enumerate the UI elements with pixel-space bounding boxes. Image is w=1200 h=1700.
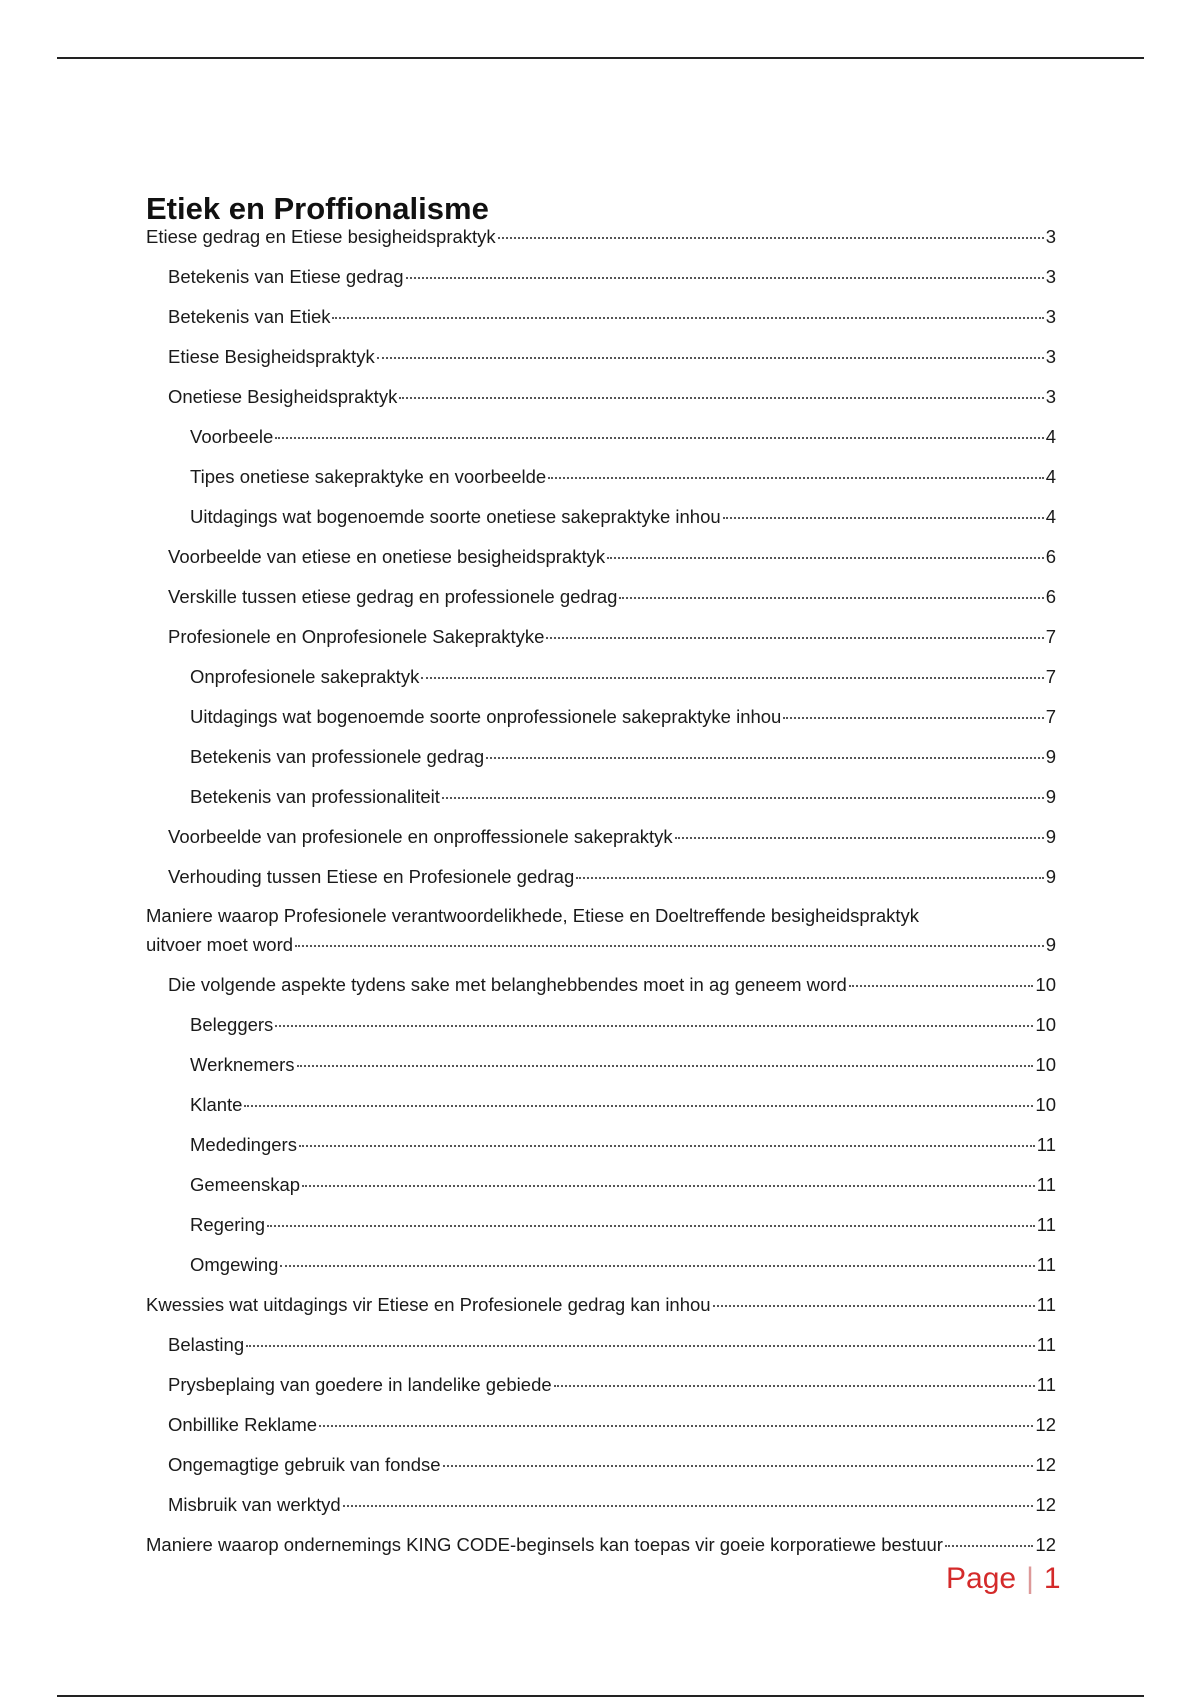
toc-leader-dots [244, 1086, 1033, 1107]
table-of-contents [146, 222, 1056, 1570]
toc-entry-label: Verhouding tussen Etiese en Profesionele gedrag [168, 865, 575, 887]
toc-entry-label: Betekenis van Etiek [168, 305, 331, 327]
toc-entry-label: Onetiese Besigheidspraktyk [168, 385, 398, 407]
toc-page-number: 9 [1045, 865, 1056, 887]
toc-leader-dots [377, 338, 1044, 359]
toc-entry-label: Onprofesionele sakepraktyk [190, 665, 420, 687]
toc-leader-dots [421, 658, 1043, 679]
toc-leader-dots [299, 1126, 1035, 1147]
toc-entry[interactable] [146, 1530, 1056, 1559]
toc-entry[interactable] [146, 1050, 1056, 1079]
toc-entry-label: Regering [190, 1213, 266, 1235]
toc-entry[interactable] [146, 970, 1056, 999]
toc-leader-dots [675, 818, 1044, 839]
toc-page-number: 4 [1045, 465, 1056, 487]
toc-leader-dots [295, 926, 1044, 947]
toc-entry[interactable] [146, 1370, 1056, 1399]
toc-entry[interactable] [146, 902, 1056, 959]
toc-entry-label: Beleggers [190, 1013, 274, 1035]
page-separator: | [1026, 1562, 1034, 1595]
toc-entry-label: Werknemers [190, 1053, 295, 1075]
toc-page-number: 3 [1045, 225, 1056, 247]
toc-page-number: 7 [1045, 625, 1056, 647]
toc-entry-label: Omgewing [190, 1253, 279, 1275]
toc-page-number: 11 [1036, 1173, 1056, 1195]
toc-leader-dots [267, 1206, 1035, 1227]
toc-entry-label: Voorbeelde van etiese en onetiese besigheidspraktyk [168, 545, 606, 567]
toc-entry[interactable] [146, 822, 1056, 851]
toc-page-number: 11 [1036, 1253, 1056, 1275]
toc-entry-label: Etiese Besigheidspraktyk [168, 345, 375, 367]
toc-entry[interactable] [146, 502, 1056, 531]
toc-entry-label-cont: uitvoer moet word [146, 933, 294, 955]
toc-entry[interactable] [146, 1210, 1056, 1239]
toc-entry-label: Voorbeele [190, 425, 274, 447]
toc-entry[interactable] [146, 222, 1056, 251]
toc-entry[interactable] [146, 342, 1056, 371]
toc-entry[interactable] [146, 1490, 1056, 1519]
toc-page-number: 10 [1035, 973, 1056, 995]
toc-entry-label: Maniere waarop Profesionele verantwoordelikhede, Etiese en Doeltreffende besigheidspraktyk [146, 905, 920, 926]
toc-entry-label: Verskille tussen etiese gedrag en professionele gedrag [168, 585, 618, 607]
toc-leader-dots [619, 578, 1043, 599]
toc-page-number: 11 [1036, 1293, 1056, 1315]
toc-page-number: 3 [1045, 385, 1056, 407]
toc-page-number: 12 [1035, 1413, 1056, 1435]
toc-page-number: 9 [1045, 785, 1056, 807]
toc-entry-label: Profesionele en Onprofesionele Sakepraktyke [168, 625, 545, 647]
toc-leader-dots [319, 1406, 1033, 1427]
toc-page-number: 7 [1045, 665, 1056, 687]
toc-leader-dots [486, 738, 1044, 759]
toc-leader-dots [849, 966, 1034, 987]
toc-entry[interactable] [146, 1330, 1056, 1359]
toc-page-number: 10 [1035, 1013, 1056, 1035]
toc-entry[interactable] [146, 1410, 1056, 1439]
toc-page-number: 12 [1035, 1493, 1056, 1515]
toc-entry-label: Misbruik van werktyd [168, 1493, 341, 1515]
toc-page-number: 3 [1045, 345, 1056, 367]
toc-page-number: 10 [1035, 1093, 1056, 1115]
toc-page-number: 10 [1035, 1053, 1056, 1075]
page-footer [946, 1562, 1061, 1596]
toc-leader-dots [302, 1166, 1035, 1187]
footer-rule [57, 1695, 1144, 1697]
toc-leader-dots [945, 1526, 1033, 1547]
toc-entry-label: Uitdagings wat bogenoemde soorte onprofessionele sakepraktyke inhou [190, 705, 782, 727]
toc-page-number: 12 [1035, 1453, 1056, 1475]
toc-page-number: 9 [1045, 745, 1056, 767]
toc-entry[interactable] [146, 742, 1056, 771]
toc-leader-dots [275, 1006, 1033, 1027]
toc-entry[interactable] [146, 1010, 1056, 1039]
toc-entry[interactable] [146, 1450, 1056, 1479]
toc-entry[interactable] [146, 382, 1056, 411]
toc-leader-dots [554, 1366, 1035, 1387]
toc-entry[interactable] [146, 422, 1056, 451]
toc-entry[interactable] [146, 1090, 1056, 1119]
toc-leader-dots [607, 538, 1044, 559]
document-title: Etiek en Proffionalisme [146, 190, 489, 226]
toc-entry-label: Gemeenskap [190, 1173, 301, 1195]
toc-entry[interactable] [146, 782, 1056, 811]
toc-entry-label: Betekenis van professionele gedrag [190, 745, 485, 767]
toc-leader-dots [443, 1446, 1034, 1467]
toc-leader-dots [332, 298, 1043, 319]
toc-leader-dots [713, 1286, 1035, 1307]
toc-entry-label: Betekenis van professionaliteit [190, 785, 440, 807]
toc-entry-label: Belasting [168, 1333, 245, 1355]
toc-entry-label: Ongemagtige gebruik van fondse [168, 1453, 441, 1475]
toc-leader-dots [343, 1486, 1034, 1507]
toc-leader-dots [275, 418, 1043, 439]
toc-entry-label: Tipes onetiese sakepraktyke en voorbeelde [190, 465, 547, 487]
toc-entry[interactable] [146, 582, 1056, 611]
toc-leader-dots [280, 1246, 1034, 1267]
toc-page-number: 11 [1036, 1333, 1056, 1355]
toc-page-number: 7 [1045, 705, 1056, 727]
toc-entry[interactable] [146, 1170, 1056, 1199]
toc-entry[interactable] [146, 1290, 1056, 1319]
toc-entry[interactable] [146, 702, 1056, 731]
toc-entry[interactable] [146, 862, 1056, 891]
toc-entry[interactable] [146, 1250, 1056, 1279]
toc-leader-dots [297, 1046, 1034, 1067]
toc-entry-label: Betekenis van Etiese gedrag [168, 265, 404, 287]
toc-leader-dots [723, 498, 1044, 519]
toc-leader-dots [546, 618, 1043, 639]
toc-entry[interactable] [146, 662, 1056, 691]
toc-leader-dots [399, 378, 1043, 399]
toc-page-number: 6 [1045, 585, 1056, 607]
toc-entry[interactable] [146, 542, 1056, 571]
toc-entry-label: Etiese gedrag en Etiese besigheidspraktyk [146, 225, 496, 247]
toc-entry-label: Uitdagings wat bogenoemde soorte onetiese sakepraktyke inhou [190, 505, 721, 527]
toc-page-number: 9 [1045, 933, 1056, 955]
toc-entry[interactable] [146, 462, 1056, 491]
toc-page-number: 6 [1045, 545, 1056, 567]
toc-page-number: 4 [1045, 505, 1056, 527]
toc-entry-label: Mededingers [190, 1133, 297, 1155]
toc-page-number: 12 [1035, 1533, 1056, 1555]
toc-entry[interactable] [146, 622, 1056, 651]
toc-leader-dots [576, 858, 1043, 879]
page-word: Page [946, 1562, 1017, 1595]
toc-leader-dots [783, 698, 1043, 719]
toc-page-number: 3 [1045, 265, 1056, 287]
toc-entry[interactable] [146, 1130, 1056, 1159]
page-number: 1 [1043, 1562, 1061, 1595]
toc-entry-label: Prysbeplaing van goedere in landelike gebiede [168, 1373, 552, 1395]
toc-leader-dots [406, 258, 1044, 279]
toc-entry-label: Klante [190, 1093, 243, 1115]
toc-leader-dots [498, 218, 1044, 239]
toc-leader-dots [548, 458, 1044, 479]
header-rule [57, 57, 1144, 59]
toc-entry[interactable] [146, 262, 1056, 291]
toc-entry-label: Die volgende aspekte tydens sake met belanghebbendes moet in ag geneem word [168, 973, 847, 995]
toc-page-number: 9 [1045, 825, 1056, 847]
toc-page-number: 4 [1045, 425, 1056, 447]
toc-leader-dots [246, 1326, 1035, 1347]
toc-page-number: 3 [1045, 305, 1056, 327]
toc-entry-label: Onbillike Reklame [168, 1413, 318, 1435]
toc-leader-dots [442, 778, 1044, 799]
toc-page-number: 11 [1036, 1133, 1056, 1155]
toc-entry-label: Kwessies wat uitdagings vir Etiese en Profesionele gedrag kan inhou [146, 1293, 711, 1315]
toc-page-number: 11 [1036, 1373, 1056, 1395]
toc-page-number: 11 [1036, 1213, 1056, 1235]
toc-entry-label: Maniere waarop ondernemings KING CODE-beginsels kan toepas vir goeie korporatiewe bestuur [146, 1533, 943, 1555]
toc-entry[interactable] [146, 302, 1056, 331]
toc-entry-label: Voorbeelde van profesionele en onproffessionele sakepraktyk [168, 825, 673, 847]
